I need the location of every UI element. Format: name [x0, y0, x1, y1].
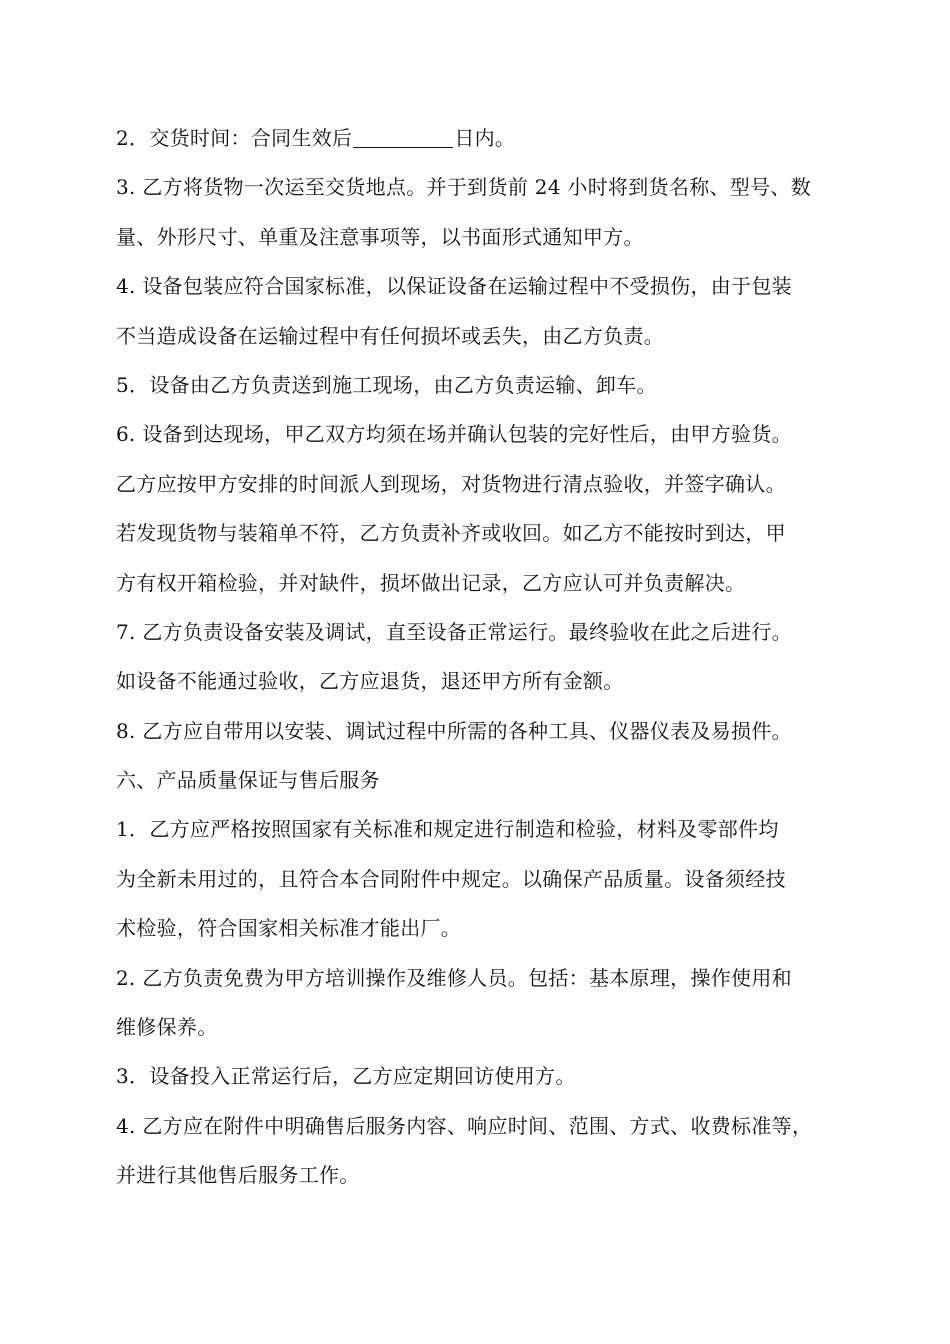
section-heading: 六、产品质量保证与售后服务	[116, 768, 380, 793]
paragraph-line: 2. 乙方负责免费为甲方培训操作及维修人员。包括：基本原理，操作使用和	[116, 965, 792, 990]
paragraph-line: 若发现货物与装箱单不符，乙方负责补齐或收回。如乙方不能按时到达，甲	[116, 521, 786, 546]
paragraph-line: 4. 乙方应在附件中明确售后服务内容、响应时间、范围、方式、收费标准等，	[116, 1113, 813, 1138]
paragraph-line: 1．乙方应严格按照国家有关标准和规定进行制造和检验，材料及零部件均	[116, 817, 779, 842]
paragraph-line: 并进行其他售后服务工作。	[116, 1163, 360, 1188]
paragraph-line: 乙方应按甲方安排的时间派人到现场，对货物进行清点验收，并签字确认。	[116, 471, 786, 496]
fill-in-blank	[353, 125, 453, 148]
paragraph-line	[116, 114, 840, 163]
paragraph-line: 5．设备由乙方负责送到施工现场，由乙方负责运输、卸车。	[116, 372, 657, 397]
paragraph-line: 8. 乙方应自带用以安装、调试过程中所需的各种工具、仪器仪表及易损件。	[116, 718, 792, 743]
paragraph-line: 维修保养。	[116, 1015, 218, 1040]
paragraph-line: 方有权开箱检验，并对缺件，损坏做出记录，乙方应认可并负责解决。	[116, 570, 746, 595]
paragraph-line: 量、外形尺寸、单重及注意事项等，以书面形式通知甲方。	[116, 224, 644, 249]
delivery-time-suffix: 日内。	[454, 126, 516, 150]
paragraph-line: 为全新未用过的，且符合本合同附件中规定。以确保产品质量。设备须经技	[116, 866, 786, 891]
paragraph-line: 7. 乙方负责设备安装及调试，直至设备正常运行。最终验收在此之后进行。	[116, 619, 792, 644]
paragraph-line: 4. 设备包装应符合国家标准，以保证设备在运输过程中不受损伤，由于包装	[116, 274, 792, 299]
document-body	[116, 114, 840, 1201]
paragraph-line: 如设备不能通过验收，乙方应退货，退还甲方所有金额。	[116, 669, 624, 694]
paragraph-line: 不当造成设备在运输过程中有任何损坏或丢失，由乙方负责。	[116, 323, 665, 348]
paragraph-line: 术检验，符合国家相关标准才能出厂。	[116, 916, 462, 941]
paragraph-line: 3．设备投入正常运行后，乙方应定期回访使用方。	[116, 1064, 576, 1089]
paragraph-line: 6. 设备到达现场，甲乙双方均须在场并确认包装的完好性后，由甲方验货。	[116, 422, 792, 447]
paragraph-line: 3. 乙方将货物一次运至交货地点。并于到货前 24 小时将到货名称、型号、数	[116, 175, 812, 200]
delivery-time-prefix: 2．交货时间：合同生效后	[116, 126, 353, 150]
